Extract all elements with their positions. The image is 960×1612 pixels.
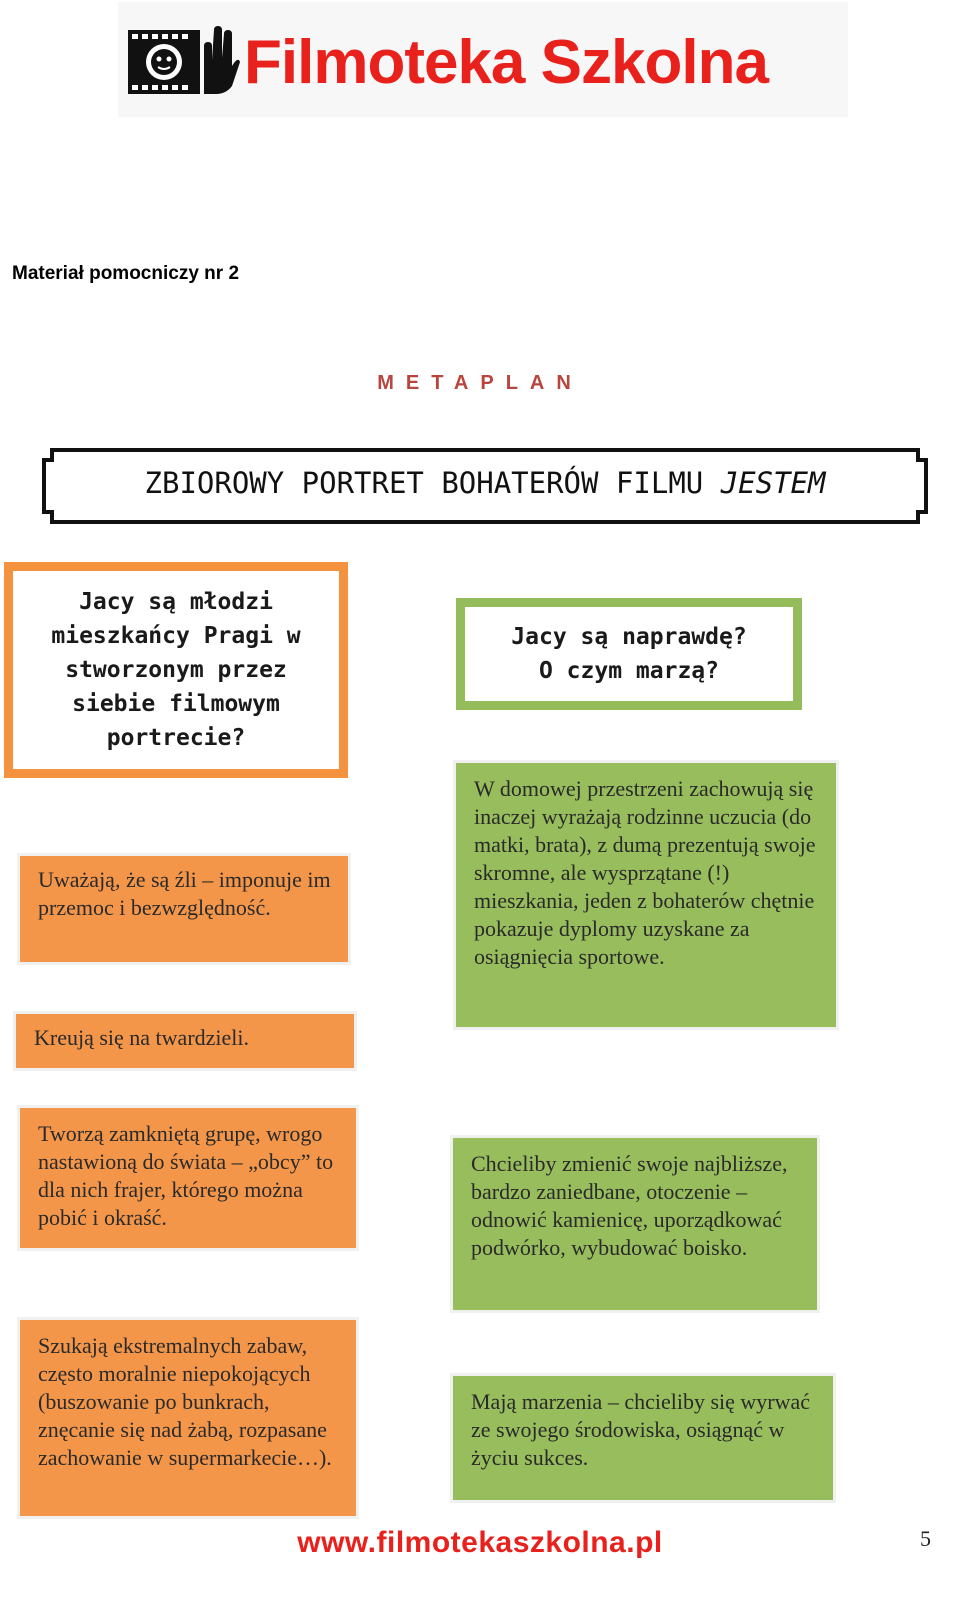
metaplan-heading: METAPLAN bbox=[377, 372, 583, 394]
film-logo-icon bbox=[128, 26, 240, 98]
note-card-orange: Uważają, że są źli – imponuje im przemoc i bezwzględność. bbox=[20, 856, 348, 962]
note-card-orange: Szukają ekstremalnych zabaw, często moralnie niepokojących (buszowanie po bunkrach, znęcanie się nad żabą, rozpasane zachowanie w supermarkecie…). bbox=[20, 1320, 356, 1516]
question-left-text: Jacy są młodzi mieszkańcy Pragi w stworzonym przez siebie filmowym portrecie? bbox=[51, 589, 301, 751]
material-label: Materiał pomocniczy nr 2 bbox=[12, 263, 240, 284]
footer-url[interactable]: www.filmotekaszkolna.pl bbox=[297, 1526, 663, 1559]
logo-text: Filmoteka Szkolna bbox=[244, 28, 768, 97]
question-box-right bbox=[456, 598, 802, 710]
note-card-green: Chcieliby zmienić swoje najbliższe, bardzo zaniedbane, otoczenie – odnowić kamienicę, uporządkować podwórko, wybudować boisko. bbox=[453, 1138, 817, 1310]
note-card-orange: Kreują się na twardzieli. bbox=[16, 1014, 354, 1068]
question-box-left bbox=[4, 562, 348, 778]
note-card-orange: Tworzą zamkniętą grupę, wrogo nastawioną do świata – „obcy” to dla nich frajer, którego można pobić i okraść. bbox=[20, 1108, 356, 1248]
question-right-text: Jacy są naprawdę? O czym marzą? bbox=[511, 624, 747, 684]
page-number: 5 bbox=[920, 1526, 931, 1551]
banner-title-text: ZBIOROWY PORTRET BOHATERÓW FILMU bbox=[144, 466, 704, 500]
note-card-green: Mają marzenia – chcieliby się wyrwać ze swojego środowiska, osiągnąć w życiu sukces. bbox=[453, 1376, 833, 1500]
note-card-green: W domowej przestrzeni zachowują się inaczej wyrażają rodzinne uczucia (do matki, brata), z dumą prezentują swoje skromne, ale wysprzątane (!) mieszkania, jeden z bohaterów chętnie pokazuje dyplomy uzyskane za osiągnięcia sportowe. bbox=[456, 763, 836, 1027]
banner-title bbox=[40, 466, 930, 500]
banner-film-name: JESTEM bbox=[720, 466, 826, 500]
